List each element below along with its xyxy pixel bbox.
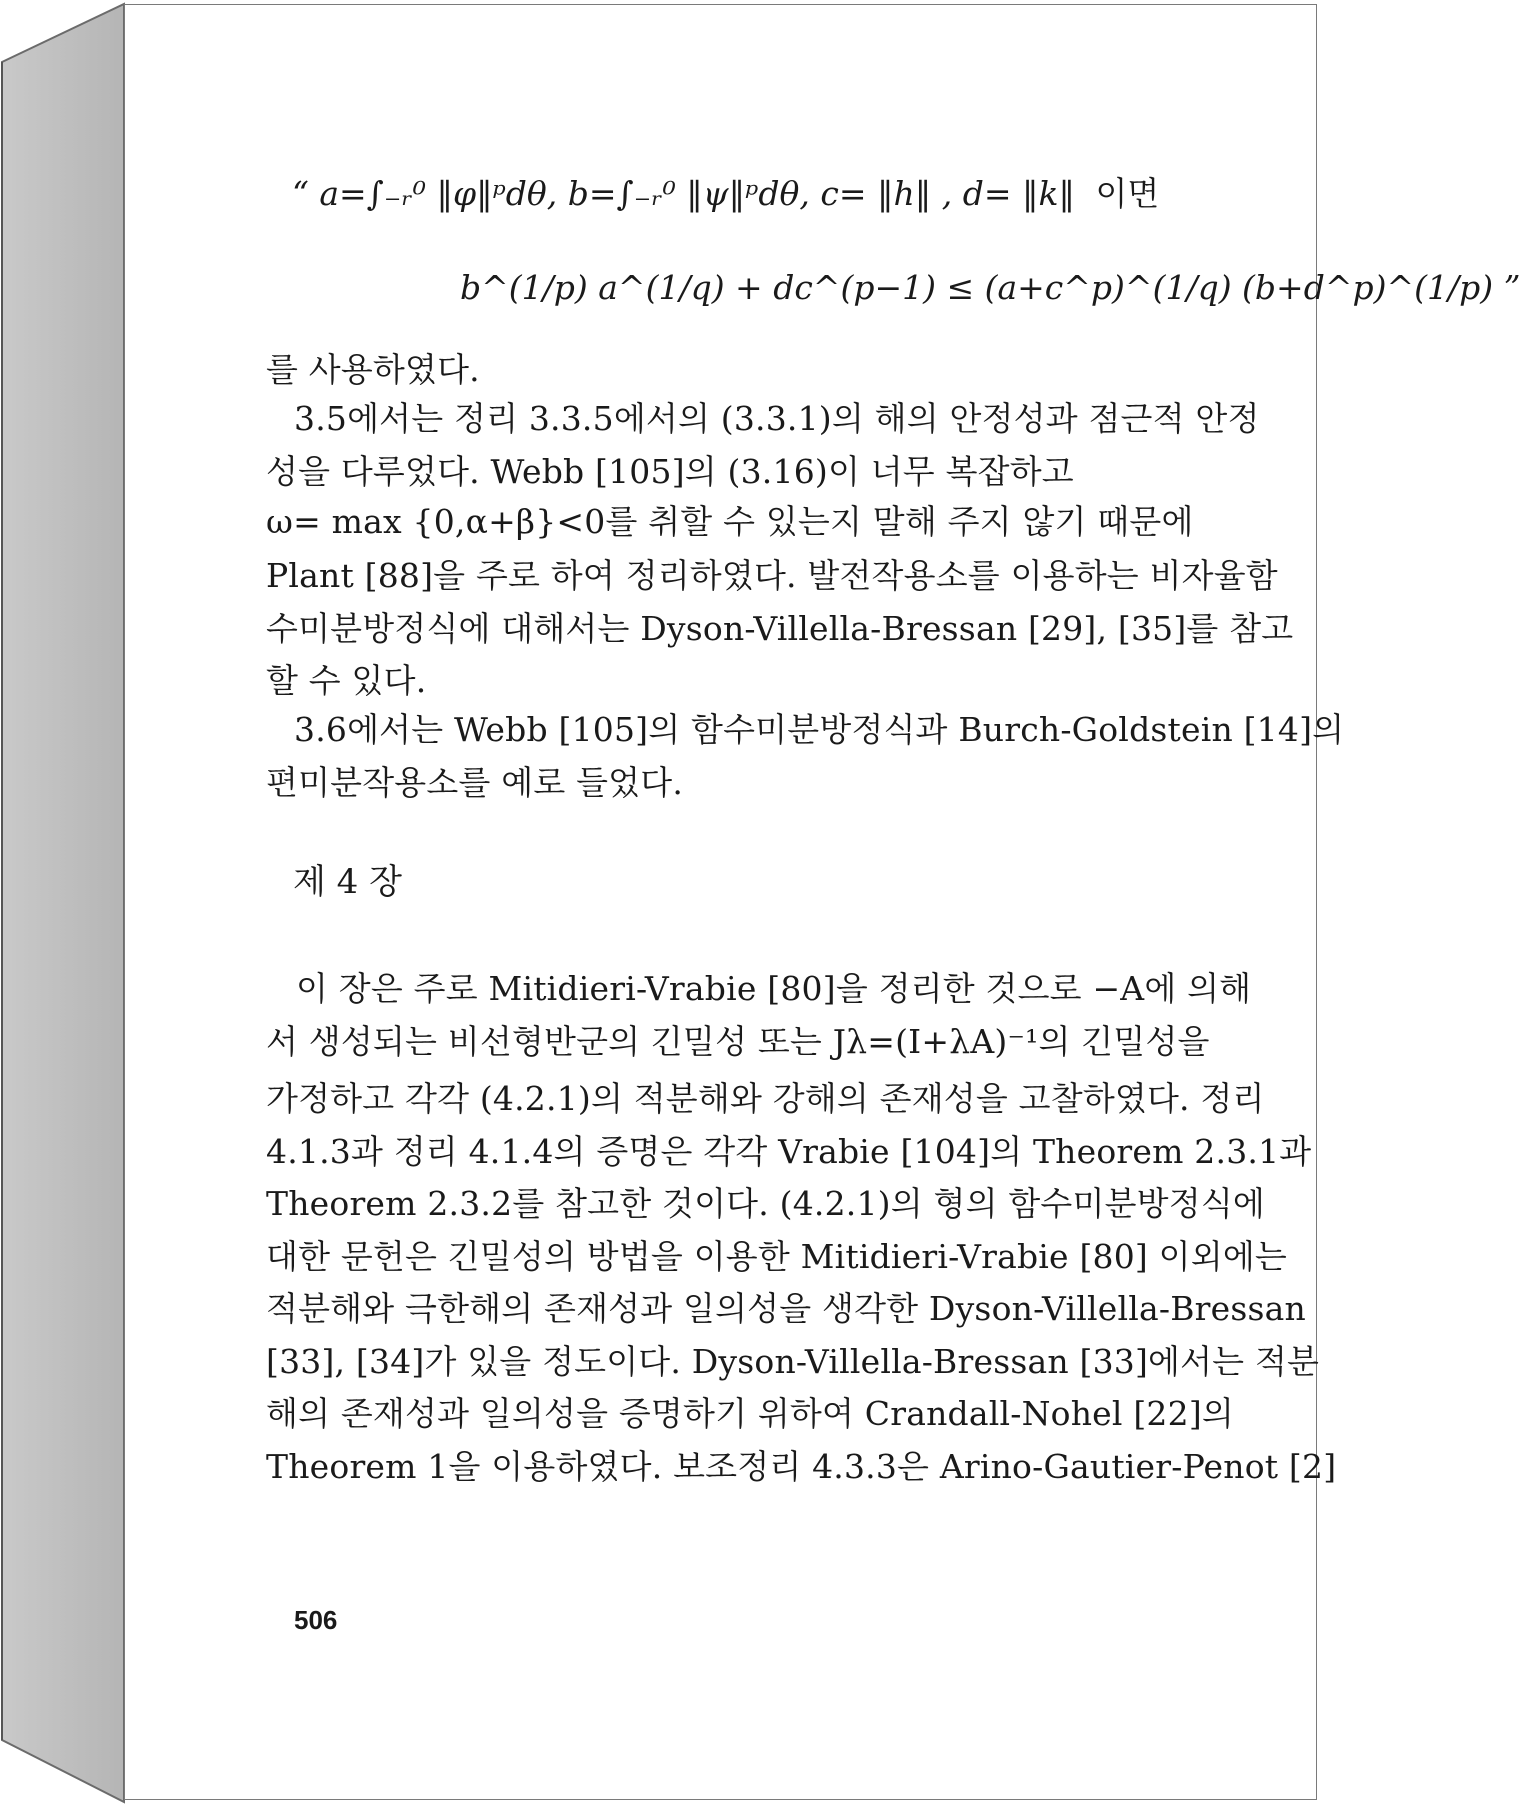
- text-line: 수미분방정식에 대해서는 Dyson-Villella-Bressan [29], [35]를 참고: [266, 609, 1294, 648]
- text-line: 적분해와 극한해의 존재성과 일의성을 생각한 Dyson-Villella-Bressan: [266, 1289, 1306, 1328]
- text-line: 서 생성되는 비선형반군의 긴밀성 또는 Jλ=(I+λA)⁻¹의 긴밀성을: [266, 1022, 1210, 1061]
- text-line: 가정하고 각각 (4.2.1)의 적분해와 강해의 존재성을 고찰하였다. 정리: [266, 1079, 1265, 1118]
- text-line: ω= max {0,α+β}<0를 취할 수 있는지 말해 주지 않기 때문에: [266, 502, 1194, 541]
- chapter-heading: 제 4 장: [293, 862, 402, 902]
- text-line: 3.6에서는 Webb [105]의 함수미분방정식과 Burch-Goldstein [14]의: [294, 710, 1345, 749]
- text-line: 편미분작용소를 예로 들었다.: [266, 763, 684, 802]
- text-line: 이 장은 주로 Mitidieri-Vrabie [80]을 정리한 것으로 −A에 의해: [296, 969, 1252, 1008]
- formula-line-2: [460, 268, 1520, 307]
- text-line: 성을 다루었다. Webb [105]의 (3.16)이 너무 복잡하고: [266, 452, 1074, 491]
- formula-suffix: 이면: [1095, 174, 1160, 213]
- text-line: Theorem 2.3.2를 참고한 것이다. (4.2.1)의 형의 함수미분방정식에: [266, 1184, 1265, 1223]
- text-line: 4.1.3과 정리 4.1.4의 증명은 각각 Vrabie [104]의 Theorem 2.3.1과: [266, 1132, 1312, 1171]
- text-line: Plant [88]을 주로 하여 정리하였다. 발전작용소를 이용하는 비자율함: [266, 556, 1278, 595]
- text-line: 할 수 있다.: [266, 661, 427, 700]
- text-line: 를 사용하였다.: [266, 350, 480, 389]
- text-line: [33], [34]가 있을 정도이다. Dyson-Villella-Bressan [33]에서는 적분: [266, 1342, 1320, 1381]
- formula-inequality: b^(1/p) a^(1/q) + dc^(p−1) ≤ (a+c^p)^(1/q) (b+d^p)^(1/p) ”: [460, 268, 1520, 307]
- text-line: Theorem 1을 이용하였다. 보조정리 4.3.3은 Arino-Gautier-Penot [2]: [266, 1447, 1337, 1486]
- text-line: 3.5에서는 정리 3.3.5에서의 (3.3.1)의 해의 안정성과 점근적 안정: [294, 399, 1260, 438]
- text-line: 대한 문헌은 긴밀성의 방법을 이용한 Mitidieri-Vrabie [80] 이외에는: [266, 1237, 1287, 1276]
- text-line: 해의 존재성과 일의성을 증명하기 위하여 Crandall-Nohel [22]의: [266, 1394, 1234, 1433]
- page-number: 506: [294, 1605, 338, 1635]
- formula-line-1: [292, 168, 1159, 215]
- formula-text: “ a=∫₋ᵣ⁰ ‖φ‖ᵖdθ, b=∫₋ᵣ⁰ ‖ψ‖ᵖdθ, c= ‖h‖ , d= ‖k‖: [292, 174, 1075, 213]
